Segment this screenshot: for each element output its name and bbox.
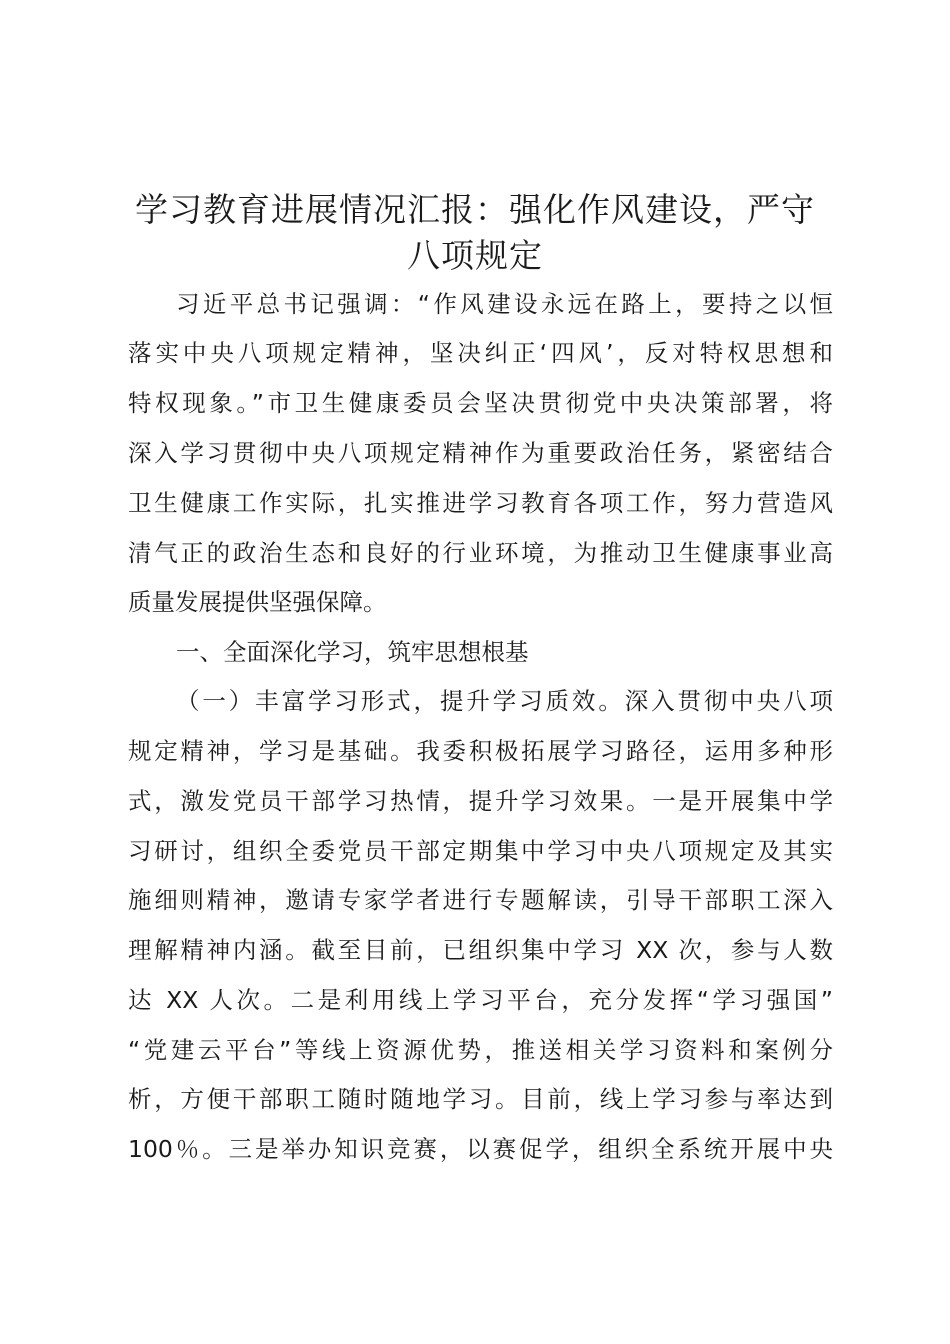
paragraph-line: 施细则精神，邀请专家学者进行专题解读，引导干部职工深入 — [128, 886, 833, 914]
paragraph-line: “党建云平台”等线上资源优势，推送相关学习资料和案例分 — [128, 1036, 833, 1064]
section-heading: 一、全面深化学习，筑牢思想根基 — [176, 638, 529, 666]
paragraph-line: （一）丰富学习形式，提升学习质效。深入贯彻中央八项 — [176, 687, 833, 715]
paragraph-line: 习研讨，组织全委党员干部定期集中学习中央八项规定及其实 — [128, 837, 833, 865]
document-title-line-1: 学习教育进展情况汇报：强化作风建设，严守 — [135, 190, 815, 229]
paragraph-line: 析，方便干部职工随时随地学习。目前，线上学习参与率达到 — [128, 1085, 833, 1113]
paragraph-line: 规定精神，学习是基础。我委积极拓展学习路径，运用多种形 — [128, 737, 833, 765]
paragraph-line: 质量发展提供坚强保障。 — [128, 588, 387, 616]
document-title-line-2: 八项规定 — [407, 236, 543, 275]
paragraph-line: 卫生健康工作实际，扎实推进学习教育各项工作，努力营造风 — [128, 489, 833, 517]
paragraph-line: 清气正的政治生态和良好的行业环境，为推动卫生健康事业高 — [128, 539, 833, 567]
paragraph-line: 100％。三是举办知识竞赛，以赛促学，组织全系统开展中央 — [128, 1135, 833, 1163]
paragraph-line: 落实中央八项规定精神，坚决纠正‘四风’，反对特权思想和 — [128, 339, 833, 367]
paragraph-line: 式，激发党员干部学习热情，提升学习效果。一是开展集中学 — [128, 787, 833, 815]
paragraph-line: 理解精神内涵。截至目前，已组织集中学习 XX 次，参与人数 — [128, 936, 833, 964]
paragraph-line: 习近平总书记强调：“作风建设永远在路上，要持之以恒 — [176, 290, 833, 318]
paragraph-line: 特权现象。”市卫生健康委员会坚决贯彻党中央决策部署，将 — [128, 389, 833, 417]
paragraph-line: 深入学习贯彻中央八项规定精神作为重要政治任务，紧密结合 — [128, 439, 833, 467]
paragraph-line: 达 XX 人次。二是利用线上学习平台，充分发挥“学习强国” — [128, 986, 833, 1014]
